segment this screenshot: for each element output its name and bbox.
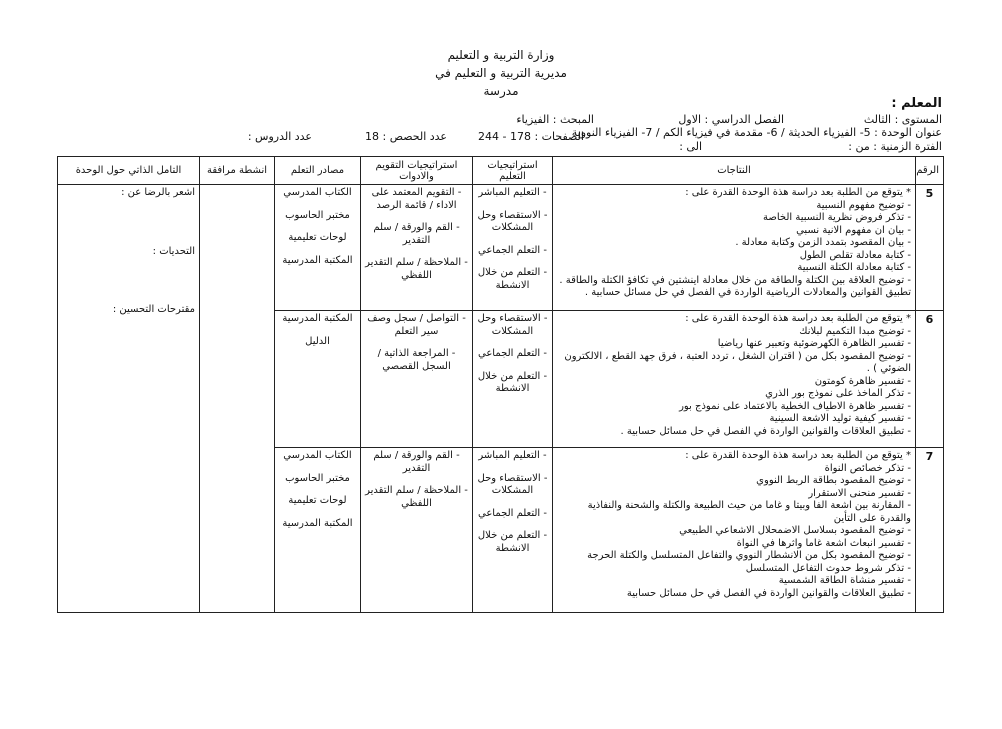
semester-label: الفصل الدراسي : الاول xyxy=(678,113,784,126)
teaching-item: - التعلم من خلال الانشطة xyxy=(477,267,548,291)
assessment-item: - المراجعة الذاتية / السجل القصصي xyxy=(377,348,456,372)
teaching-item: - الاستقصاء وحل المشكلات xyxy=(477,472,548,496)
sessions-label: عدد الحصص : 18 xyxy=(365,130,447,143)
assessment-item: - القم والورقة / سلم التقدير xyxy=(373,450,460,474)
outcome-item: * يتوقع من الطلبة بعد دراسة هذة الوحدة القدرة على : xyxy=(685,187,911,198)
teaching-item: - التعلم الجماعي xyxy=(477,244,547,256)
school-title: مدرسة xyxy=(483,84,519,98)
assessment-item: - التقويم المعتمد على الاداء / قائمة الرصد xyxy=(371,187,462,211)
directorate-title: مديرية التربية و التعليم في xyxy=(435,66,567,80)
outcome-item: - تذكر شروط حدوث التفاعل المتسلسل xyxy=(745,562,911,574)
ministry-title: وزارة التربية و التعليم xyxy=(447,48,555,62)
period-from: الفترة الزمنية : من : xyxy=(848,140,942,153)
outcome-item: - تطبيق العلاقات والقوانين الواردة في الفصل في حل مسائل حسابية xyxy=(626,587,911,599)
outcome-item: - تذكر الماخذ على نموذج بور الذري xyxy=(765,388,911,399)
teaching-cell xyxy=(473,311,553,448)
reflection-satisfied: اشعر بالرضا عن : xyxy=(121,187,195,198)
outcome-item: - تذكر فروض نظرية النسبية الخاصة xyxy=(762,212,911,223)
resources-cell xyxy=(275,311,361,448)
outcome-item: * يتوقع من الطلبة بعد دراسة هذة الوحدة القدرة على : xyxy=(685,450,911,461)
outcome-item: - بيان المقصود بتمدد الزمن وكتابة معادلة . xyxy=(735,237,911,248)
assessment-cell xyxy=(361,448,473,613)
outcome-item: - بيان ان مفهوم الانية نسبي xyxy=(796,224,911,236)
outcome-item: - تفسير ظاهرة كومتون xyxy=(814,375,911,387)
resources-cell xyxy=(275,185,361,311)
resource-item: المكتبة المدرسية xyxy=(282,254,353,266)
header-num: الرقم xyxy=(916,157,944,185)
assessment-item: - الملاحظة / سلم التقدير اللفظي xyxy=(365,257,468,281)
teaching-item: - التعلم الجماعي xyxy=(477,348,547,359)
outcome-item: - تفسير كيفية توليد الاشعة السينية xyxy=(769,413,911,424)
outcome-item: - توضيح مفهوم النسبية xyxy=(816,199,911,211)
outcome-item: - توضيح مبدا التكميم لبلانك xyxy=(799,325,911,337)
outcome-item: - تفسير منشاة الطاقة الشمسية xyxy=(778,575,911,586)
reflection-cell xyxy=(58,185,200,613)
outcome-item: - توضيح المقصود بكل من ( اقتران الشغل ، تردد العتبة ، فرق جهد القطع ، الالكترون الضوئي ) . xyxy=(564,350,911,374)
subject-label: المبحث : الفيزياء xyxy=(516,113,594,126)
row-num: 7 xyxy=(916,448,944,613)
row-num: 5 xyxy=(916,185,944,311)
resource-item: الكتاب المدرسي xyxy=(283,450,352,461)
reflection-challenges: التحديات : xyxy=(152,245,195,257)
teaching-item: - التعلم من خلال الانشطة xyxy=(477,370,548,394)
header-resources: مصادر التعلم xyxy=(275,157,361,185)
resource-item: المكتبة المدرسية xyxy=(282,313,353,324)
outcome-item: - كتابة معادلة الكتلة النسبية xyxy=(797,262,911,273)
outcome-item: - المقارنة بين اشعة الفا وبيتا و غاما من حيث الطبيعة والكتلة والشحنة والنفاذية والقدرة على التأين xyxy=(587,500,911,524)
header-assessment: استراتيجيات التقويم والادوات xyxy=(361,157,473,185)
resources-cell xyxy=(275,448,361,613)
teaching-item: - التعليم المباشر xyxy=(478,187,547,198)
teaching-item: - الاستقصاء وحل المشكلات xyxy=(477,313,548,337)
header-activities: انشطة مرافقة xyxy=(200,157,275,185)
teaching-cell xyxy=(473,185,553,311)
activities-cell xyxy=(200,185,275,613)
teaching-cell xyxy=(473,448,553,613)
teaching-item: - الاستقصاء وحل المشكلات xyxy=(477,209,548,233)
level-label: المستوى : الثالث xyxy=(863,113,942,126)
pages-label: الصفحات : 178 - 244 xyxy=(478,130,584,143)
period-to: الى : xyxy=(679,140,702,153)
assessment-cell xyxy=(361,311,473,448)
teaching-item: - التعلم الجماعي xyxy=(477,507,547,519)
header-reflection: التامل الذاتي حول الوحدة xyxy=(58,157,200,185)
header-outcomes: النتاجات xyxy=(553,157,916,185)
lessons-label: عدد الدروس : xyxy=(247,130,312,143)
reflection-improvements: مقترحات التحسين : xyxy=(112,304,195,315)
unit-plan-table xyxy=(57,156,944,613)
outcome-item: - توضيح المقصود بكل من الانشطار النووي والتفاعل المتسلسل والكتلة الحرجة xyxy=(587,550,911,561)
unit-title: عنوان الوحدة : 5- الفيزياء الحديثة / 6- مقدمة في فيزياء الكم / 7- الفيزياء النووية xyxy=(571,126,942,139)
outcome-item: تطبيق القوانين والمعادلات الرياضية الواردة في الفصل في حل مسائل حسابية . xyxy=(584,287,911,298)
outcome-item: - توضيح المقصود بطاقة الربط النووي xyxy=(756,475,911,486)
header-teaching: استراتيجيات التعليم xyxy=(473,157,553,185)
resource-item: مختبر الحاسوب xyxy=(285,209,350,221)
resource-item: المكتبة المدرسية xyxy=(282,517,353,529)
outcome-item: - تفسير منحنى الاستقرار xyxy=(808,487,911,499)
assessment-item: - الملاحظة / سلم التقدير اللفظي xyxy=(365,485,468,509)
resource-item: مختبر الحاسوب xyxy=(285,472,350,484)
assessment-item: - القم والورقة / سلم التقدير xyxy=(373,222,460,246)
outcome-item: - كتابة معادلة تقلص الطول xyxy=(799,249,911,261)
outcome-item: - تفسير انبعاث اشعة غاما واثرها في النواة xyxy=(736,537,911,549)
resource-item: لوحات تعليمية xyxy=(288,232,347,243)
outcome-item: - تذكر خصائص النواة xyxy=(824,462,911,474)
resource-item: الكتاب المدرسي xyxy=(283,187,352,198)
resource-item: لوحات تعليمية xyxy=(288,495,347,506)
outcome-item: - توضيح العلاقة بين الكتلة والطاقة من خلال معادلة اينشتين في تكافؤ الكتلة والطاقة . xyxy=(559,274,911,286)
row-num: 6 xyxy=(916,311,944,448)
outcomes-cell xyxy=(553,185,916,311)
outcome-item: * يتوقع من الطلبة بعد دراسة هذة الوحدة القدرة على : xyxy=(685,313,911,324)
table-row xyxy=(58,185,944,311)
teaching-item: - التعلم من خلال الانشطة xyxy=(477,530,548,554)
outcome-item: - توضيح المقصود بسلاسل الاضمحلال الاشعاعي الطبيعي xyxy=(679,525,911,536)
outcome-item: - تفسير ظاهرة الاطياف الخطية بالاعتماد على نموذج بور xyxy=(679,400,911,412)
outcomes-cell xyxy=(553,311,916,448)
outcome-item: - تطبيق العلاقات والقوانين الواردة في الفصل في حل مسائل حسابية . xyxy=(620,425,911,437)
outcome-item: - تفسير الظاهرة الكهرضوئية وتعبير عنها رياضيا xyxy=(717,338,911,349)
teaching-item: - التعليم المباشر xyxy=(478,450,547,461)
assessment-cell xyxy=(361,185,473,311)
resource-item: الدليل xyxy=(305,335,330,347)
teacher-label: المعلم : xyxy=(891,96,942,111)
outcomes-cell xyxy=(553,448,916,613)
assessment-item: - التواصل / سجل وصف سير التعلم xyxy=(367,313,466,337)
